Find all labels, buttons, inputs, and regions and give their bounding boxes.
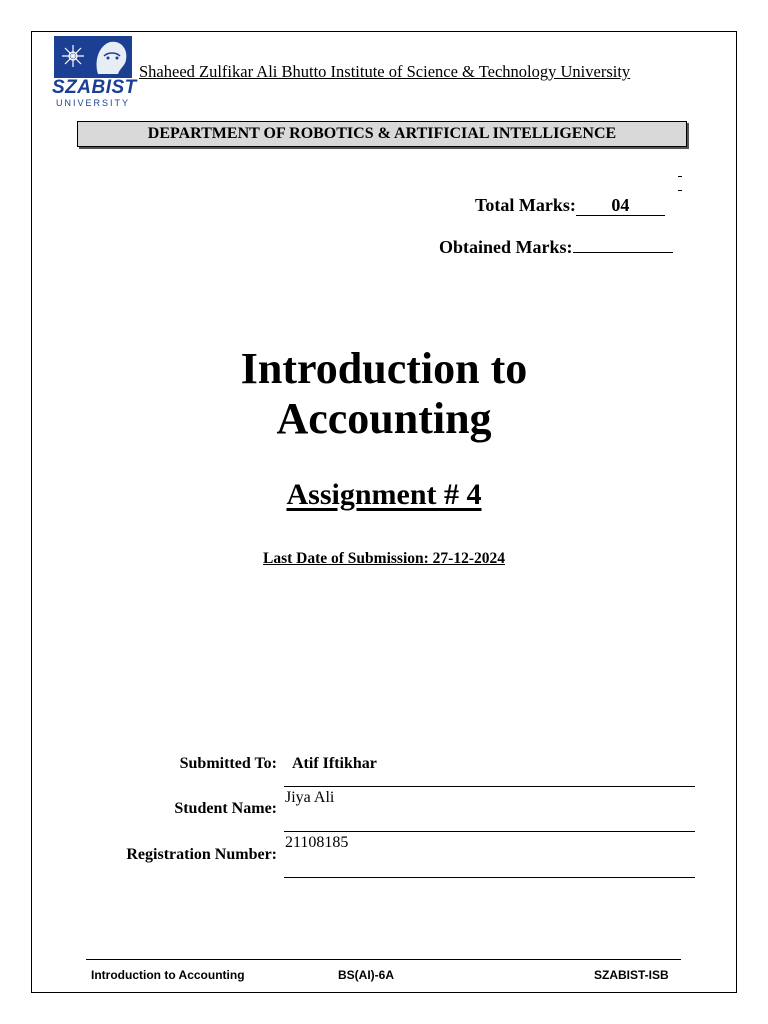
assignment-number: Assignment # 4 [286,478,482,511]
student-name-value: Jiya Ali [285,789,335,806]
assignment-heading [0,478,768,512]
submission-deadline [0,550,768,568]
logo-emblem [54,36,132,78]
registration-number-label: Registration Number: [126,846,277,863]
total-marks [475,195,665,216]
course-title-line2: Accounting [276,394,492,443]
course-title-line1: Introduction to [240,344,528,393]
logo-name: SZABIST [52,77,137,98]
obtained-marks-label: Obtained Marks: [439,237,573,257]
footer-rule [86,959,681,960]
obtained-marks [439,237,673,258]
total-marks-label: Total Marks: [475,195,576,215]
margin-tick [678,176,682,177]
obtained-marks-blank [573,252,673,253]
submitted-to-underline [284,786,695,787]
student-name-label: Student Name: [174,800,277,817]
university-name: Shaheed Zulfikar Ali Bhutto Institute of Science & Technology University [139,62,631,81]
szabist-logo [52,36,137,108]
deadline-text: Last Date of Submission: 27-12-2024 [263,550,505,567]
submitted-to-label: Submitted To: [179,755,277,772]
submitted-to-value: Atif Iftikhar [292,755,377,772]
registration-number-value: 21108185 [285,834,349,851]
student-name-underline [284,831,695,832]
logo-subtitle: UNIVERSITY [55,98,130,108]
footer-course: Introduction to Accounting [91,968,245,982]
margin-tick [678,190,682,191]
footer-program: BS(AI)-6A [338,968,394,982]
footer-campus: SZABIST-ISB [594,968,669,982]
registration-number-underline [284,877,695,878]
department-banner: DEPARTMENT OF ROBOTICS & ARTIFICIAL INTELLIGENCE [77,121,687,147]
total-marks-value: 04 [576,195,665,216]
course-title [0,344,768,444]
